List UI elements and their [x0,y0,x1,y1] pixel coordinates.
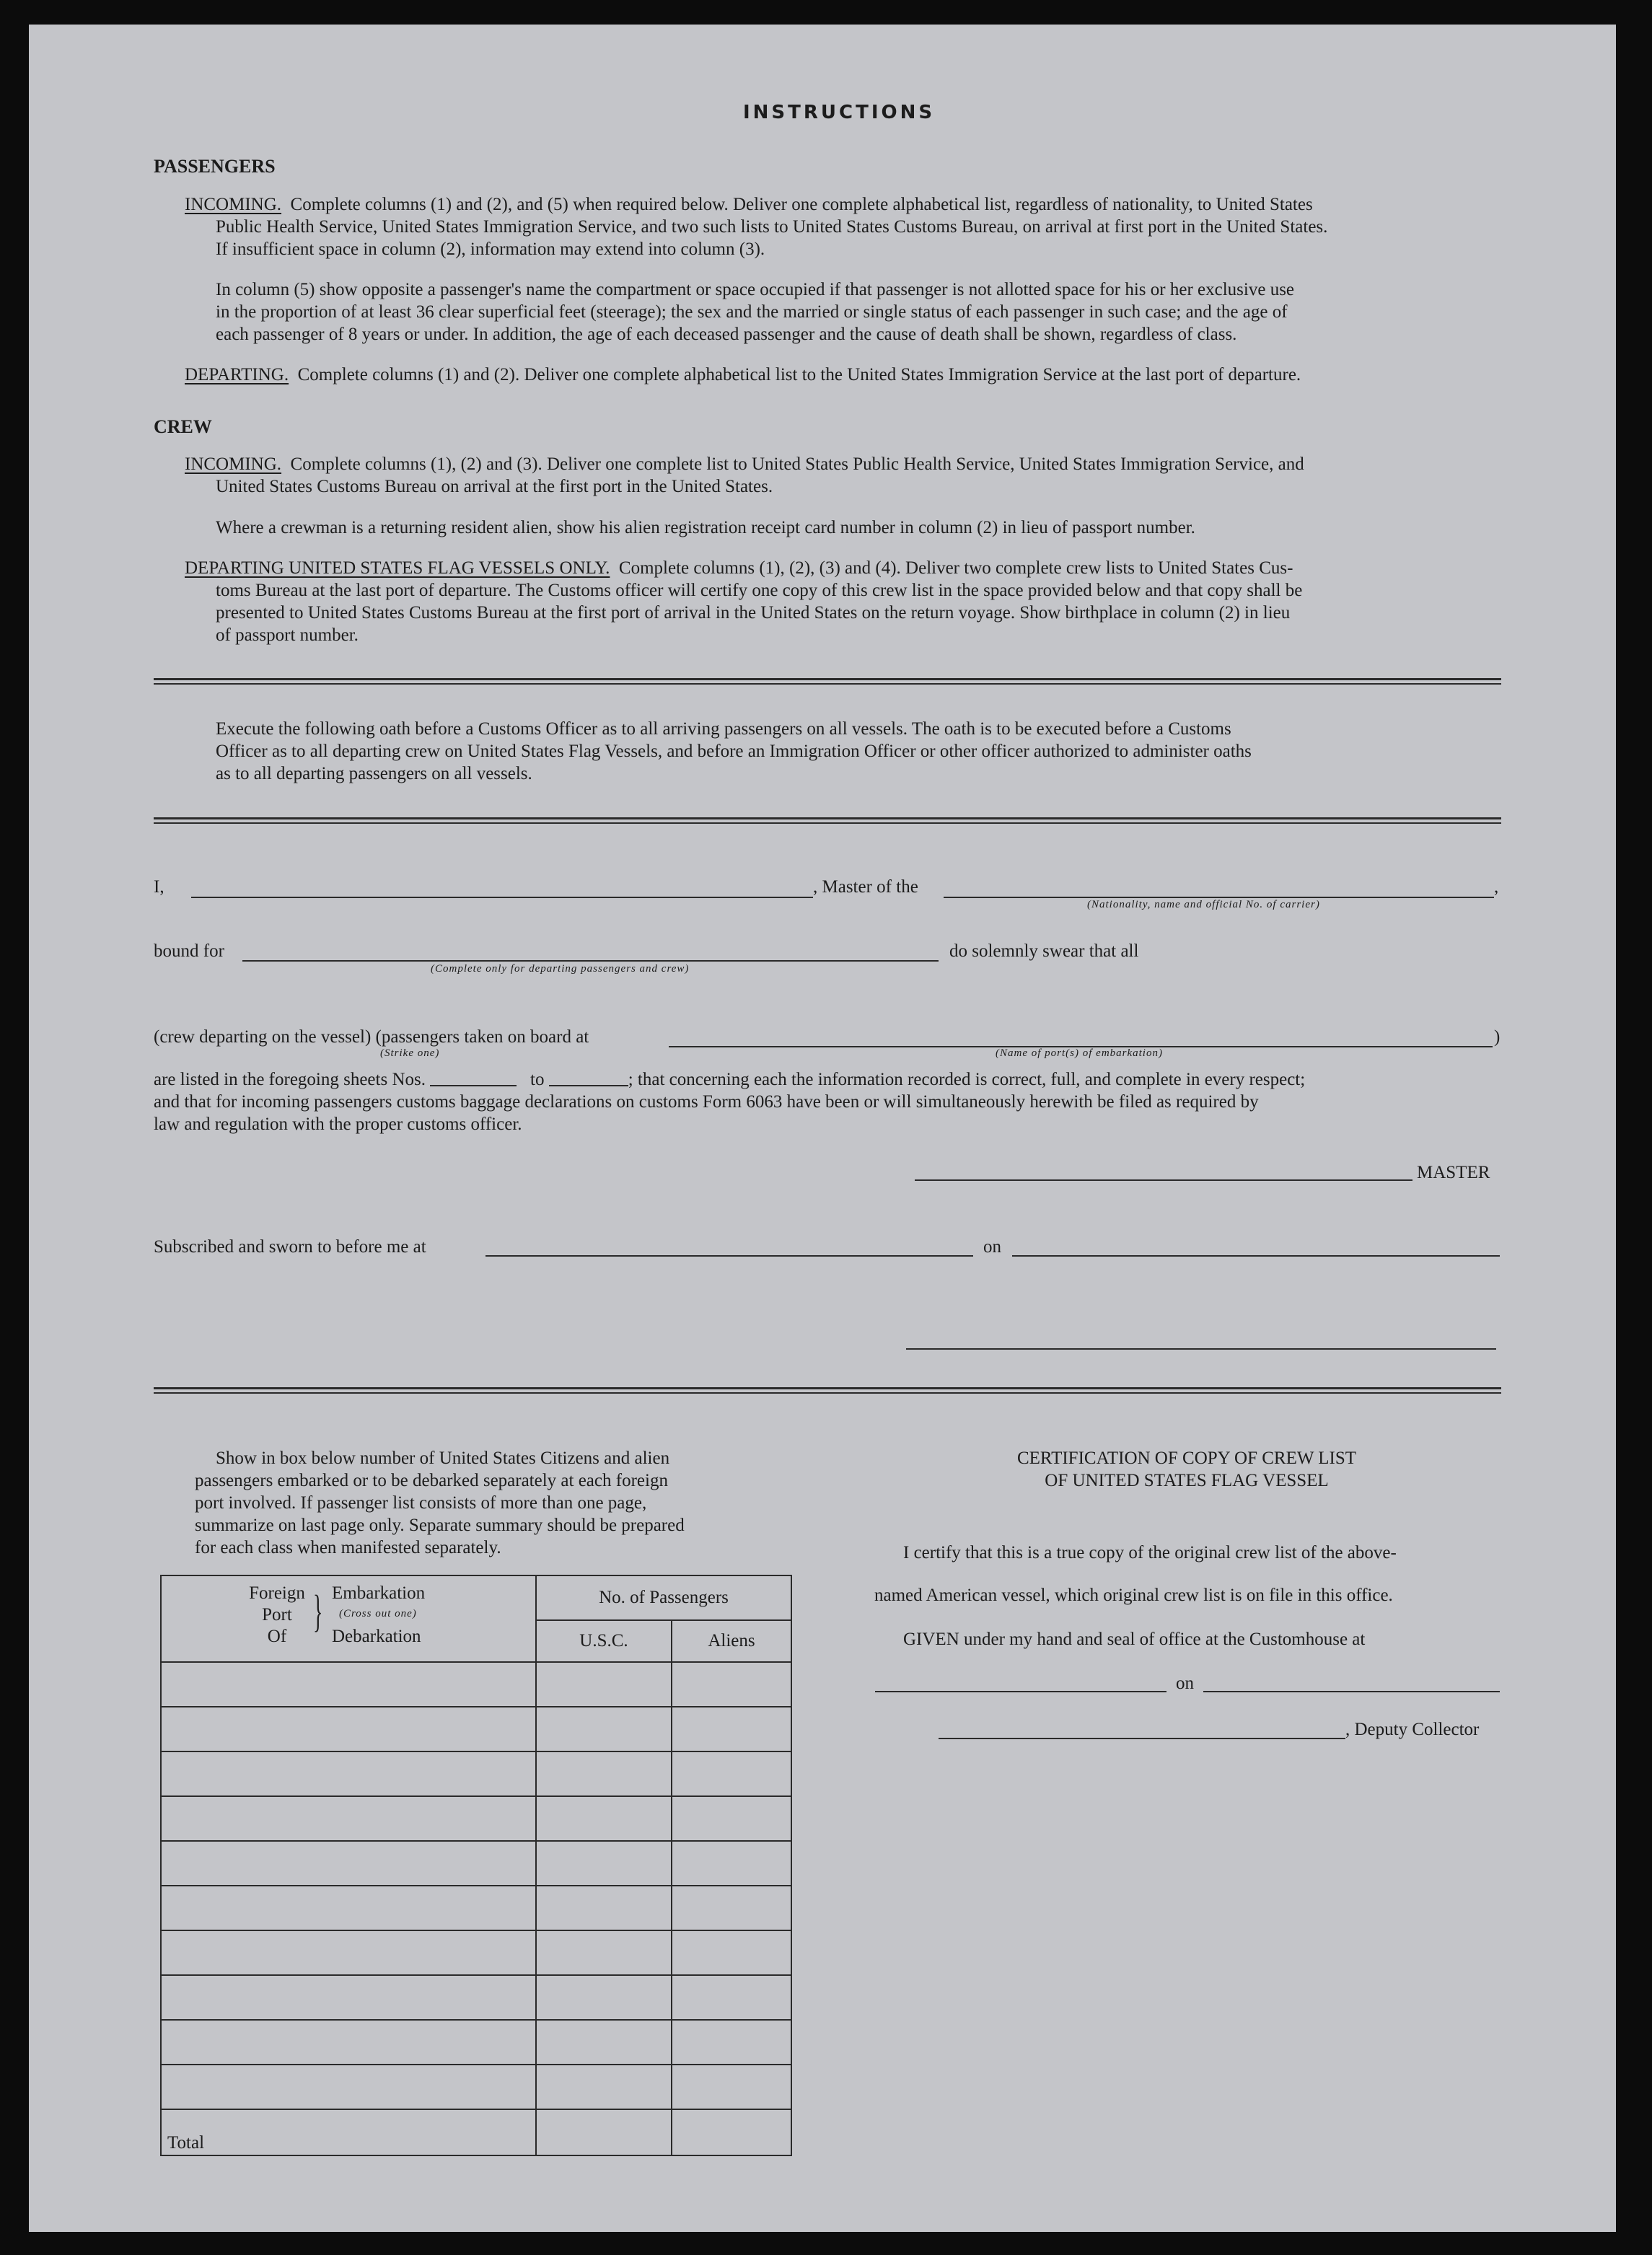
master-label: MASTER [1417,1163,1490,1182]
carrier-caption: (Nationality, name and official No. of carrier) [1087,899,1320,910]
crew-incoming-text: Complete columns (1), (2) and (3). Deliver one complete list to United States Public Health Service, United States Immigration Service, and [290,454,1304,474]
deputy-collector-signature-field[interactable] [939,1738,1345,1739]
no-of-passengers-header: No. of Passengers [536,1575,791,1620]
aliens-cell[interactable] [672,1662,791,1707]
column5-line3: each passenger of 8 years or under. In addition, the age of each deceased passenger and the cause of death shall be shown, regardless of class. [216,325,1237,344]
carrier-field[interactable] [944,897,1494,898]
passenger-summary-table [160,1575,792,2156]
crew-incoming-line1 [185,453,1304,475]
master-signature-field[interactable] [915,1179,1412,1181]
divider [154,678,1501,685]
master-name-field[interactable] [191,897,813,898]
aliens-cell[interactable] [672,1751,791,1796]
crew-incoming-label: INCOMING. [185,454,282,474]
departing-caption: (Complete only for departing passengers and crew) [431,963,690,975]
certification-title-2: OF UNITED STATES FLAG VESSEL [1045,1471,1329,1490]
total-usc-cell[interactable] [536,2109,672,2155]
customhouse-field[interactable] [875,1691,1166,1692]
certification-line1: I certify that this is a true copy of the original crew list of the above- [903,1543,1397,1562]
port-cell[interactable] [161,1886,536,1930]
aliens-cell[interactable] [672,1975,791,2020]
brace-icon: } [313,1587,323,1636]
certification-line2: named American vessel, which original crew list is on file in this office. [874,1586,1393,1605]
aliens-cell[interactable] [672,1886,791,1930]
passengers-departing-label: DEPARTING. [185,365,289,384]
aliens-header: Aliens [672,1620,791,1662]
listed-to: to [530,1070,545,1089]
foreign-label: Foreign [249,1583,305,1603]
close-paren: ) [1494,1027,1501,1047]
master-of-the-label: , Master of the [813,877,918,897]
sheet-to-field[interactable] [549,1085,628,1086]
passengers-incoming-line1 [185,193,1502,216]
passengers-incoming-text: Complete columns (1) and (2), and (5) when required below. Deliver one complete alphabetical list, regardless of nationality, to United States [290,195,1313,214]
oath-instructions-line1: Execute the following oath before a Customs Officer as to all arriving passengers on all vessels. The oath is to be executed before a Customs [216,719,1231,739]
sworn-on-label: on [983,1237,1001,1257]
of-label: Of [267,1627,287,1646]
summary-instructions-5: for each class when manifested separately. [195,1538,501,1557]
officer-signature-field[interactable] [906,1348,1496,1350]
certification-date-field[interactable] [1203,1691,1500,1692]
certification-line3: GIVEN under my hand and seal of office at the Customhouse at [903,1630,1366,1649]
crew-departing-text: Complete columns (1), (2), (3) and (4). Deliver two complete crew lists to United States Cus- [618,558,1293,578]
aliens-cell[interactable] [672,1707,791,1751]
crew-passengers-text: (crew departing on the vessel) (passengers taken on board at [154,1027,589,1047]
crew-heading: CREW [154,416,212,437]
usc-cell[interactable] [536,1841,672,1886]
port-cell[interactable] [161,1707,536,1751]
oath-i: I, [154,877,164,897]
total-aliens-cell[interactable] [672,2109,791,2155]
page-title: INSTRUCTIONS [743,102,936,123]
port-cell[interactable] [161,1930,536,1975]
usc-header: U.S.C. [536,1620,672,1662]
usc-cell[interactable] [536,2065,672,2109]
crew-departing-line1 [185,557,1293,579]
port-cell[interactable] [161,1796,536,1841]
usc-cell[interactable] [536,1975,672,2020]
certification-on-label: on [1176,1674,1194,1693]
port-label: Port [262,1605,292,1625]
usc-cell[interactable] [536,1796,672,1841]
port-cell[interactable] [161,2020,536,2065]
aliens-cell[interactable] [672,1841,791,1886]
total-label-cell [161,2109,536,2155]
debarkation-label: Debarkation [332,1627,421,1646]
listed-line2: and that for incoming passengers customs baggage declarations on customs Form 6063 have been or will simultaneously herewith be filed as required by [154,1092,1259,1112]
strike-one-caption: (Strike one) [380,1047,440,1059]
usc-cell[interactable] [536,2020,672,2065]
listed-line3: law and regulation with the proper customs officer. [154,1115,522,1134]
port-cell[interactable] [161,2065,536,2109]
port-cell[interactable] [161,1662,536,1707]
subscribed-label: Subscribed and sworn to before me at [154,1237,426,1257]
crew-incoming-line2: United States Customs Bureau on arrival at the first port in the United States. [216,477,773,496]
certification-title-1: CERTIFICATION OF COPY OF CREW LIST [1016,1449,1357,1468]
passengers-incoming-line3: If insufficient space in column (2), information may extend into column (3). [216,239,765,259]
usc-cell[interactable] [536,1707,672,1751]
divider [154,1387,1501,1394]
total-label: Total [167,2133,205,2153]
crew-departing-label: DEPARTING UNITED STATES FLAG VESSELS ONLY. [185,558,610,578]
oath-instructions-line3: as to all departing passengers on all vessels. [216,764,532,783]
aliens-cell[interactable] [672,1930,791,1975]
swear-text: do solemnly swear that all [949,941,1139,961]
carrier-field-end: , [1494,877,1499,897]
passengers-incoming-label: INCOMING. [185,195,282,214]
crew-departing-line3: presented to United States Customs Bureau at the first port of arrival in the United States on the return voyage. Show birthplace in column (2) in lieu [216,603,1291,623]
summary-instructions-4: summarize on last page only. Separate summary should be prepared [195,1516,685,1535]
usc-cell[interactable] [536,1751,672,1796]
passengers-departing [185,364,1301,386]
summary-instructions-2: passengers embarked or to be debarked separately at each foreign [195,1471,668,1490]
passengers-departing-text: Complete columns (1) and (2). Deliver one complete alphabetical list to the United States Immigration Service at the last port of departure. [297,365,1301,384]
crew-departing-line2: toms Bureau at the last port of departure. The Customs officer will certify one copy of this crew list in the space provided below and that copy shall be [216,581,1303,600]
oath-instructions-line2: Officer as to all departing crew on United States Flag Vessels, and before an Immigration Officer or other officer authorized to administer oaths [216,742,1252,761]
aliens-cell[interactable] [672,1796,791,1841]
listed-text-b: ; that concerning each the information recorded is correct, full, and complete in every respect; [628,1070,1306,1089]
cross-out-caption: (Cross out one) [339,1608,417,1619]
crew-departing-line4: of passport number. [216,625,359,645]
listed-text-a: are listed in the foregoing sheets Nos. [154,1070,426,1089]
sworn-place-field[interactable] [486,1255,973,1257]
sheet-from-field[interactable] [430,1085,517,1086]
aliens-cell[interactable] [672,2020,791,2065]
aliens-cell[interactable] [672,2065,791,2109]
port-cell[interactable] [161,1751,536,1796]
passengers-incoming-line2: Public Health Service, United States Immigration Service, and two such lists to United States Customs Bureau, on arrival at first port in the United States. [216,217,1328,237]
column5-line1: In column (5) show opposite a passenger's name the compartment or space occupied if that passenger is not allotted space for his or her exclusive use [216,280,1295,299]
deputy-collector-label: , Deputy Collector [1345,1720,1480,1739]
sworn-date-field[interactable] [1012,1255,1500,1257]
usc-cell[interactable] [536,1886,672,1930]
crew-alien-note: Where a crewman is a returning resident alien, show his alien registration receipt card number in column (2) in lieu of passport number. [216,518,1195,537]
bound-for-field[interactable] [242,960,939,962]
bound-for-label: bound for [154,941,224,961]
port-cell[interactable] [161,1841,536,1886]
passengers-heading: PASSENGERS [154,156,276,177]
port-header-cell [161,1575,536,1662]
summary-instructions-3: port involved. If passenger list consists of more than one page, [195,1493,647,1513]
divider [154,817,1501,824]
ports-caption: (Name of port(s) of embarkation) [996,1047,1163,1059]
usc-cell[interactable] [536,1662,672,1707]
column5-line2: in the proportion of at least 36 clear superficial feet (steerage); the sex and the married or single status of each passenger in such case; and the age of [216,302,1288,322]
usc-cell[interactable] [536,1930,672,1975]
port-cell[interactable] [161,1975,536,2020]
listed-line1 [154,1068,1305,1091]
embarkation-label: Embarkation [332,1583,426,1603]
summary-instructions-1: Show in box below number of United States Citizens and alien [216,1449,670,1468]
